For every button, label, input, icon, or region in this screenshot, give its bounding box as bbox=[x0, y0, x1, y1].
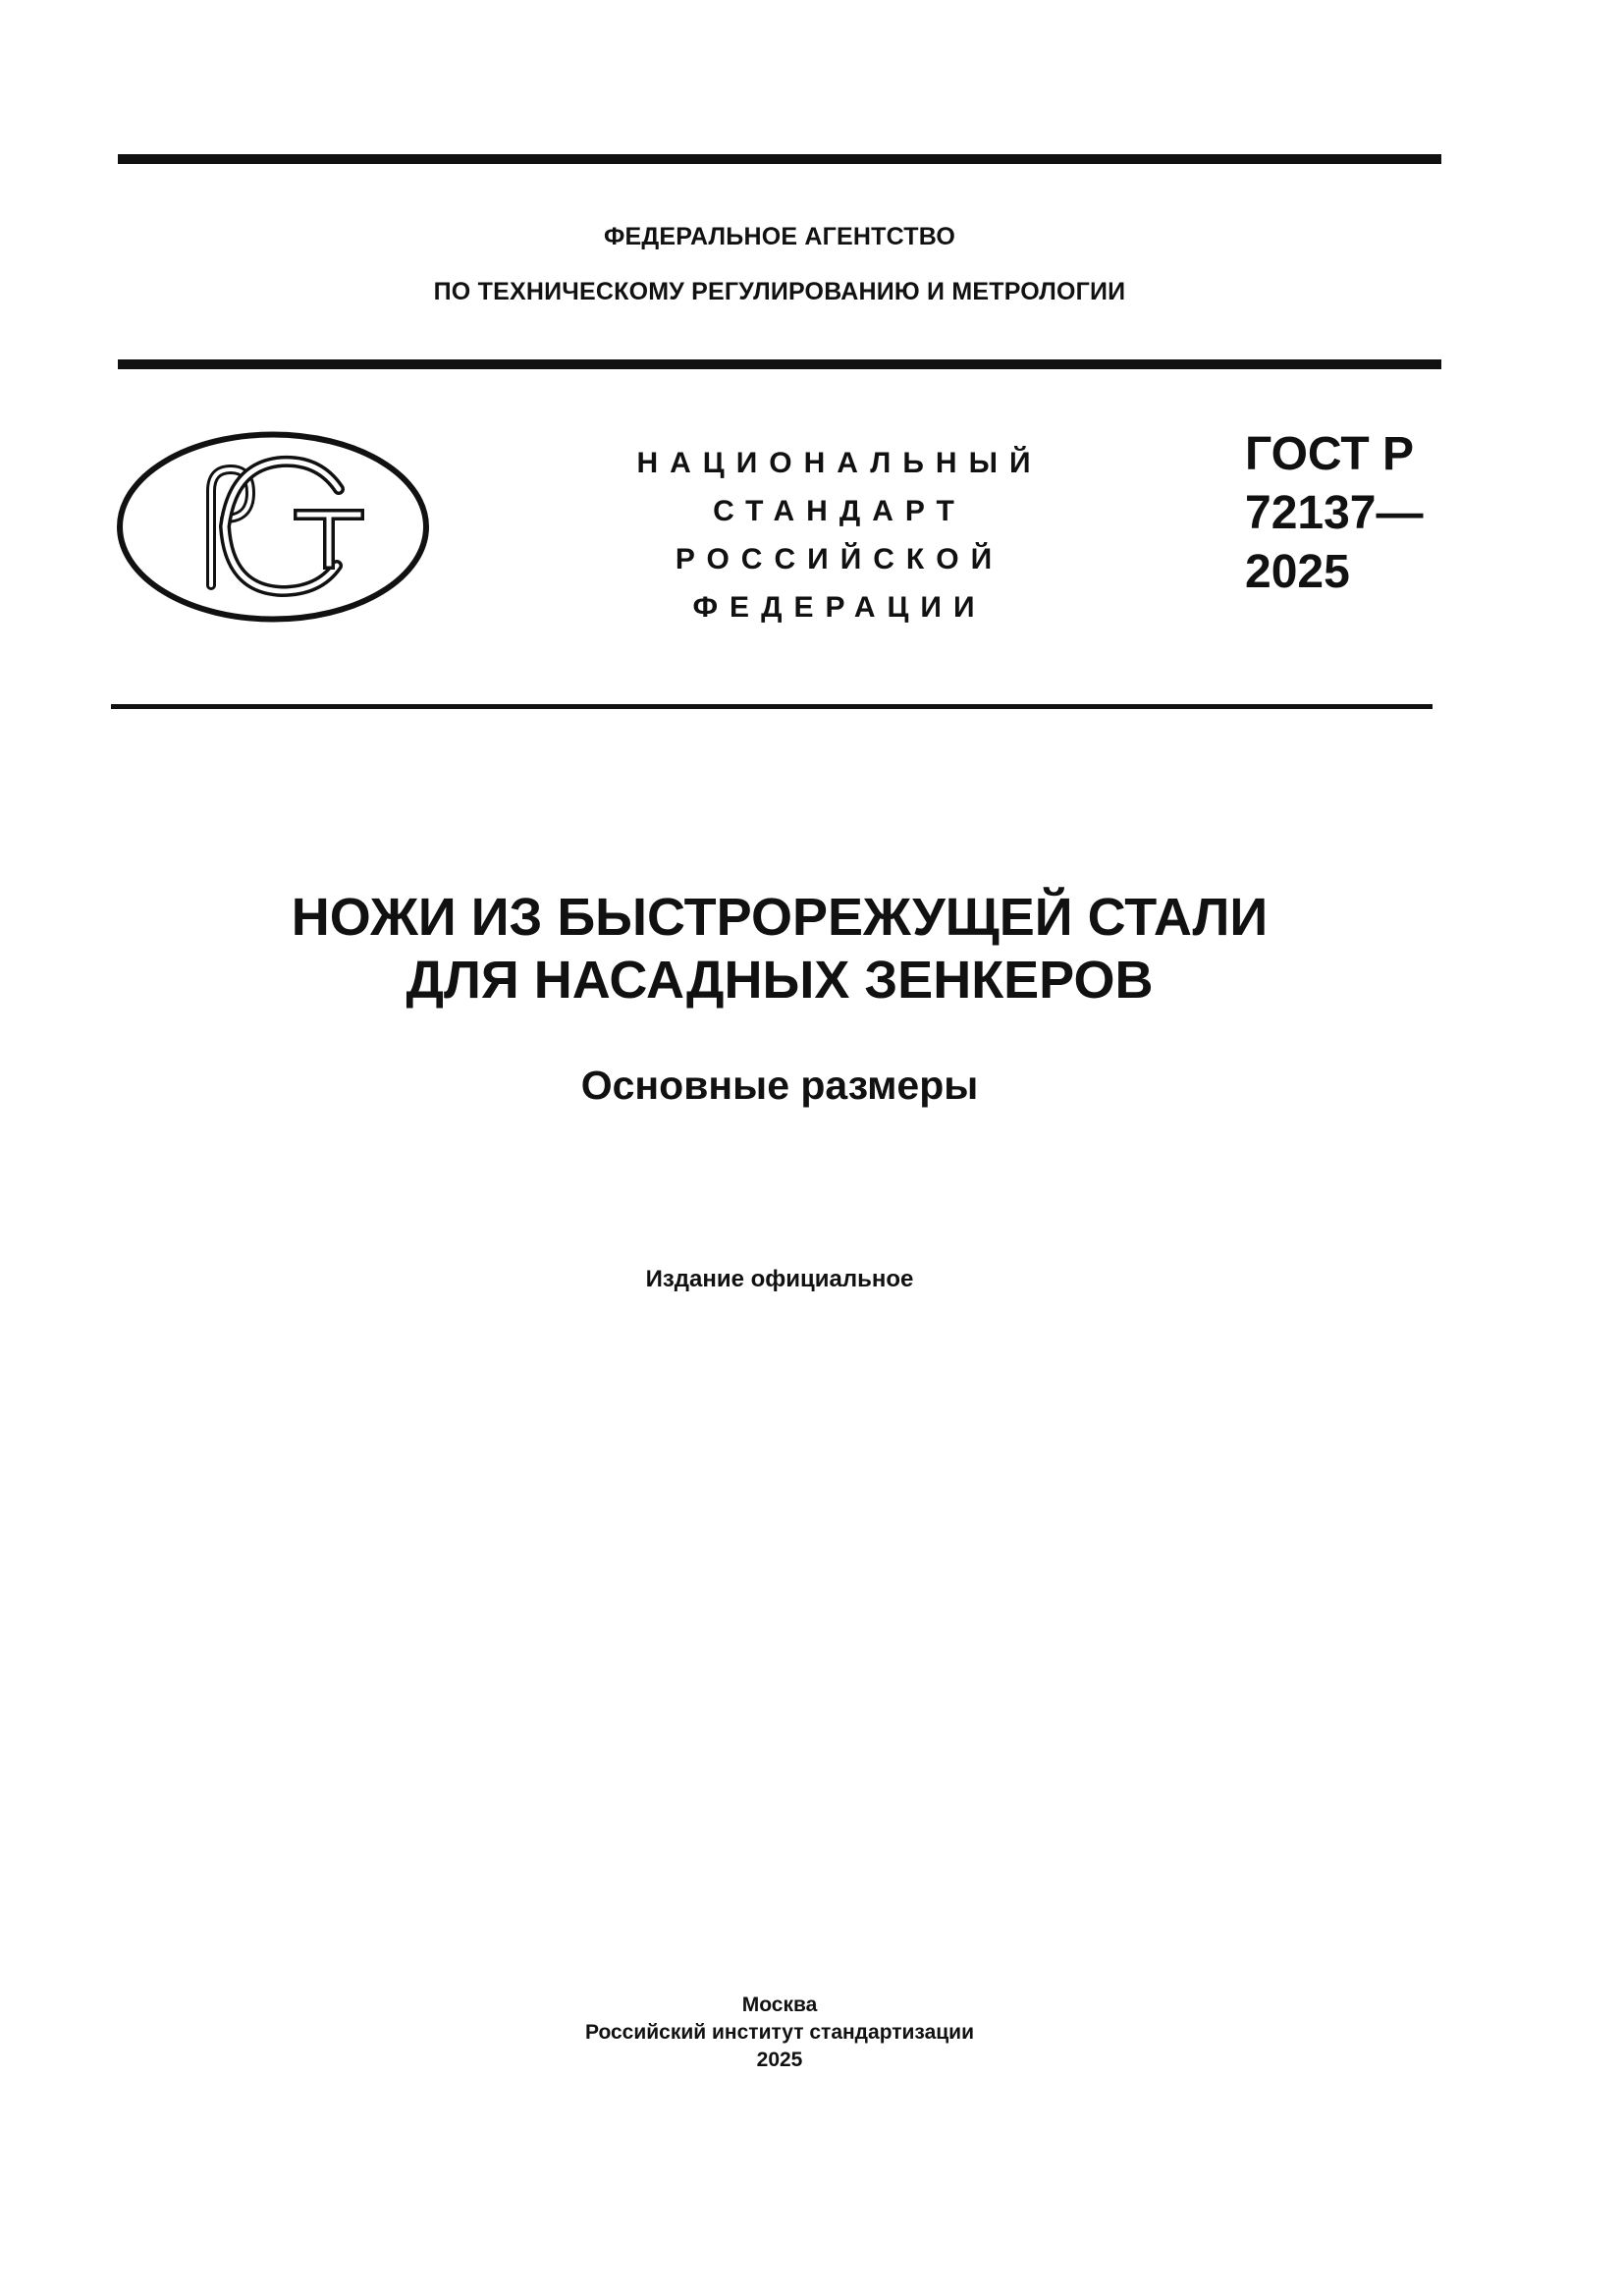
standard-type-line-1: НАЦИОНАЛЬНЫЙ bbox=[636, 447, 1043, 479]
middle-rule bbox=[118, 359, 1441, 369]
document-title bbox=[118, 886, 1441, 1011]
standard-type-block bbox=[579, 439, 1100, 631]
agency-name-line-2: ПО ТЕХНИЧЕСКОМУ РЕГУЛИРОВАНИЮ И МЕТРОЛОГИИ bbox=[433, 278, 1126, 305]
designation-line-3: 2025 bbox=[1245, 546, 1350, 598]
standard-type-line-2: СТАНДАРТ bbox=[713, 495, 966, 527]
lower-rule bbox=[111, 704, 1433, 709]
imprint bbox=[118, 1992, 1441, 2074]
standard-type-line-4: ФЕДЕРАЦИИ bbox=[692, 591, 987, 624]
rst-logo-icon bbox=[115, 430, 431, 624]
edition-note: Издание официальное bbox=[645, 1266, 914, 1292]
designation-line-2: 72137— bbox=[1245, 487, 1424, 539]
title-line-2: ДЛЯ НАСАДНЫХ ЗЕНКЕРОВ bbox=[406, 951, 1154, 1010]
imprint-city: Москва bbox=[741, 1994, 818, 2016]
imprint-publisher: Российский институт стандартизации bbox=[584, 2021, 975, 2044]
designation-line-1: ГОСТ Р bbox=[1245, 428, 1415, 480]
title-line-1: НОЖИ ИЗ БЫСТРОРЕЖУЩЕЙ СТАЛИ bbox=[291, 888, 1269, 947]
top-rule bbox=[118, 154, 1441, 164]
standard-designation bbox=[1245, 425, 1423, 602]
agency-name-line-1: ФЕДЕРАЛЬНОЕ АГЕНТСТВО bbox=[604, 223, 955, 250]
standard-type-line-3: РОССИЙСКОЙ bbox=[675, 543, 1004, 575]
document-subtitle: Основные размеры bbox=[580, 1063, 979, 1108]
imprint-year: 2025 bbox=[756, 2049, 803, 2071]
